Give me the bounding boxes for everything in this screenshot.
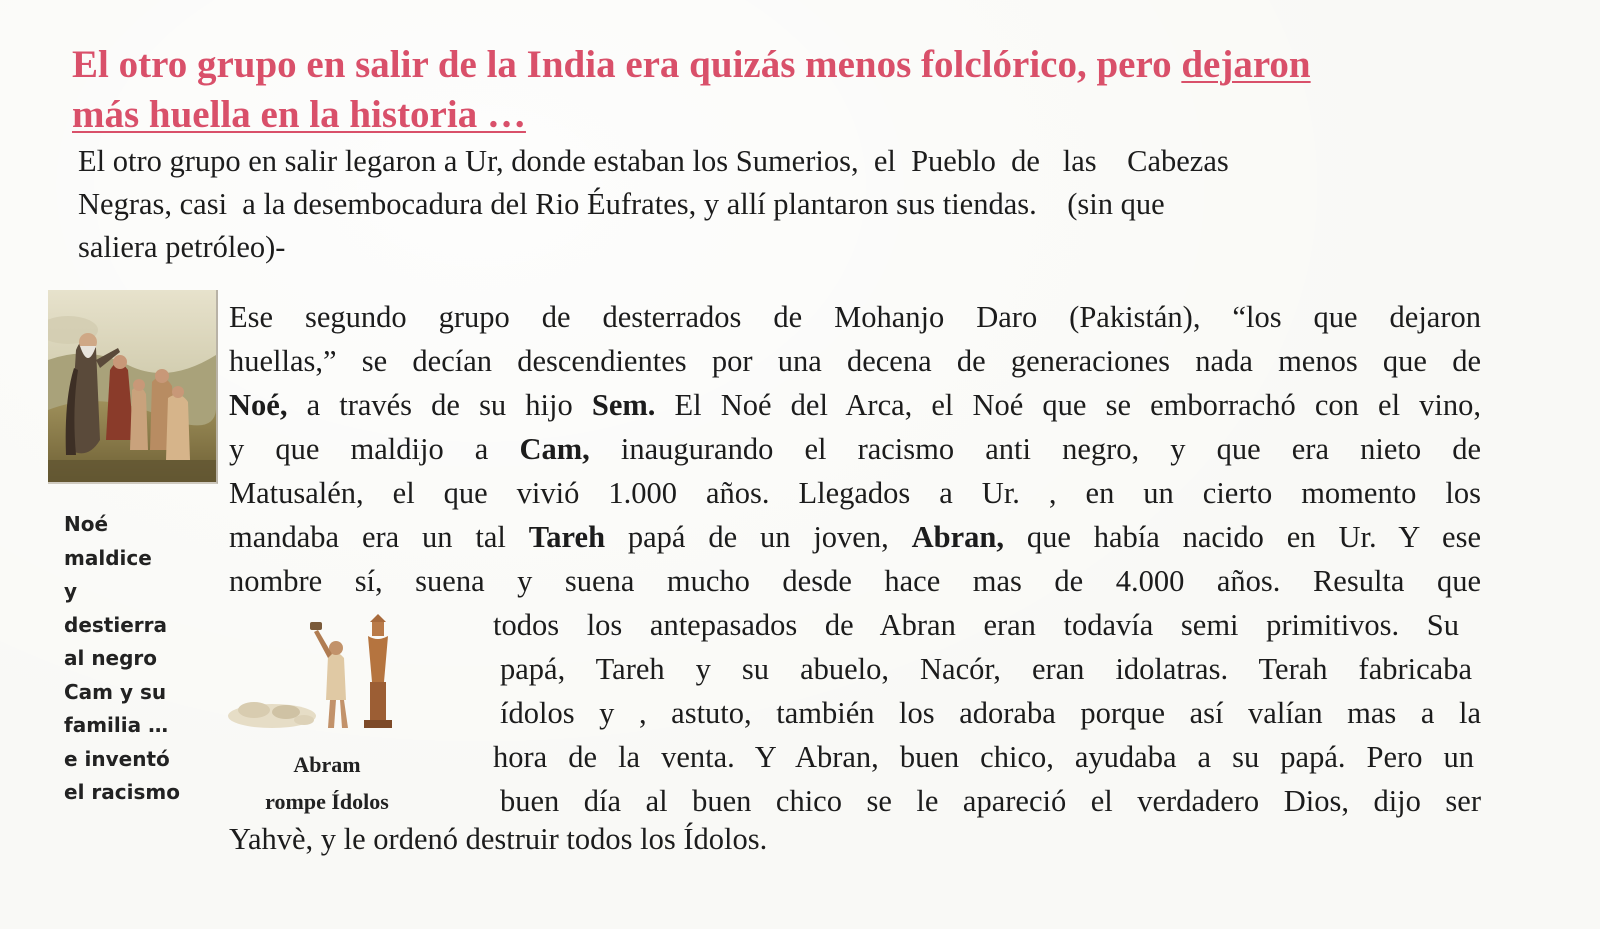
bold-name: Sem. bbox=[591, 388, 656, 422]
body-line: huellas,” se decían descendientes por una decena de generaciones nada menos que de bbox=[229, 344, 1481, 378]
noah-caption-line: maldice bbox=[64, 545, 152, 570]
body-line: todos los antepasados de Abran eran todavía semi primitivos. Su bbox=[493, 608, 1459, 642]
body-line: Matusalén, el que vivió 1.000 años. Llegados a Ur. , en un cierto momento los bbox=[229, 476, 1481, 510]
body-text-span: que había nacido en Ur. Y ese bbox=[1003, 520, 1481, 554]
abram-caption-line: Abram bbox=[293, 752, 361, 777]
body-line bbox=[229, 518, 1481, 556]
body-text-span: inaugurando el racismo anti negro, y que era nieto de bbox=[589, 432, 1481, 466]
bold-name: Noé, bbox=[229, 388, 288, 422]
abram-caption-line: rompe Ídolos bbox=[265, 789, 389, 814]
noah-caption-line: Noé bbox=[64, 512, 109, 536]
body-text-span: mandaba era un tal bbox=[229, 520, 529, 554]
body-line: Ese segundo grupo de desterrados de Mohanjo Daro (Pakistán), “los que dejaron bbox=[229, 300, 1481, 334]
noah-caption-line: e inventó bbox=[64, 746, 170, 771]
body-line bbox=[229, 430, 1481, 468]
body-line: nombre sí, suena y suena mucho desde hace mas de 4.000 años. Resulta que bbox=[229, 564, 1481, 598]
body-text-span: y que maldijo a bbox=[229, 432, 520, 466]
title-underlined-text-line2: más huella en la historia … bbox=[72, 93, 526, 136]
body-line bbox=[229, 386, 1481, 424]
noah-caption-line: Cam y su bbox=[64, 679, 167, 704]
bold-name: Cam, bbox=[519, 432, 590, 466]
body-text-span: El Noé del Arca, el Noé que se emborrachó con el vino, bbox=[655, 388, 1482, 422]
noah-caption-line: familia … bbox=[64, 713, 169, 737]
noah-caption-line: al negro bbox=[64, 646, 158, 670]
title-underlined-text: dejaron bbox=[1181, 43, 1311, 86]
body-text-span: a través de su hijo bbox=[287, 388, 592, 422]
body-line: buen día al buen chico se le apareció el verdadero Dios, dijo ser bbox=[500, 784, 1481, 818]
body-line: ídolos y , astuto, también los adoraba porque así valían mas a la bbox=[500, 696, 1481, 730]
intro-line: Negras, casi a la desembocadura del Rio Éufrates, y allí plantaron sus tiendas. (sin que bbox=[78, 187, 1165, 221]
bold-name: Tareh bbox=[528, 520, 606, 554]
body-line: Yahvè, y le ordenó destruir todos los Ídolos. bbox=[229, 822, 768, 856]
noah-caption-line: y bbox=[64, 579, 78, 603]
body-line: hora de la venta. Y Abran, buen chico, ayudaba a su papá. Pero un bbox=[493, 740, 1474, 774]
intro-line: saliera petróleo)- bbox=[78, 230, 286, 264]
noah-caption-line: destierra bbox=[64, 612, 167, 637]
intro-line: El otro grupo en salir legaron a Ur, donde estaban los Sumerios, el Pueblo de las Cabezas bbox=[78, 144, 1229, 178]
title-text: El otro grupo en salir de la India era quizás menos folclórico, pero bbox=[72, 43, 1182, 86]
noah-caption-line: el racismo bbox=[64, 780, 180, 804]
bold-name: Abran, bbox=[911, 520, 1004, 554]
body-text-span: papá de un joven, bbox=[605, 520, 912, 554]
body-line: papá, Tareh y su abuelo, Nacór, eran idolatras. Terah fabricaba bbox=[500, 652, 1472, 686]
